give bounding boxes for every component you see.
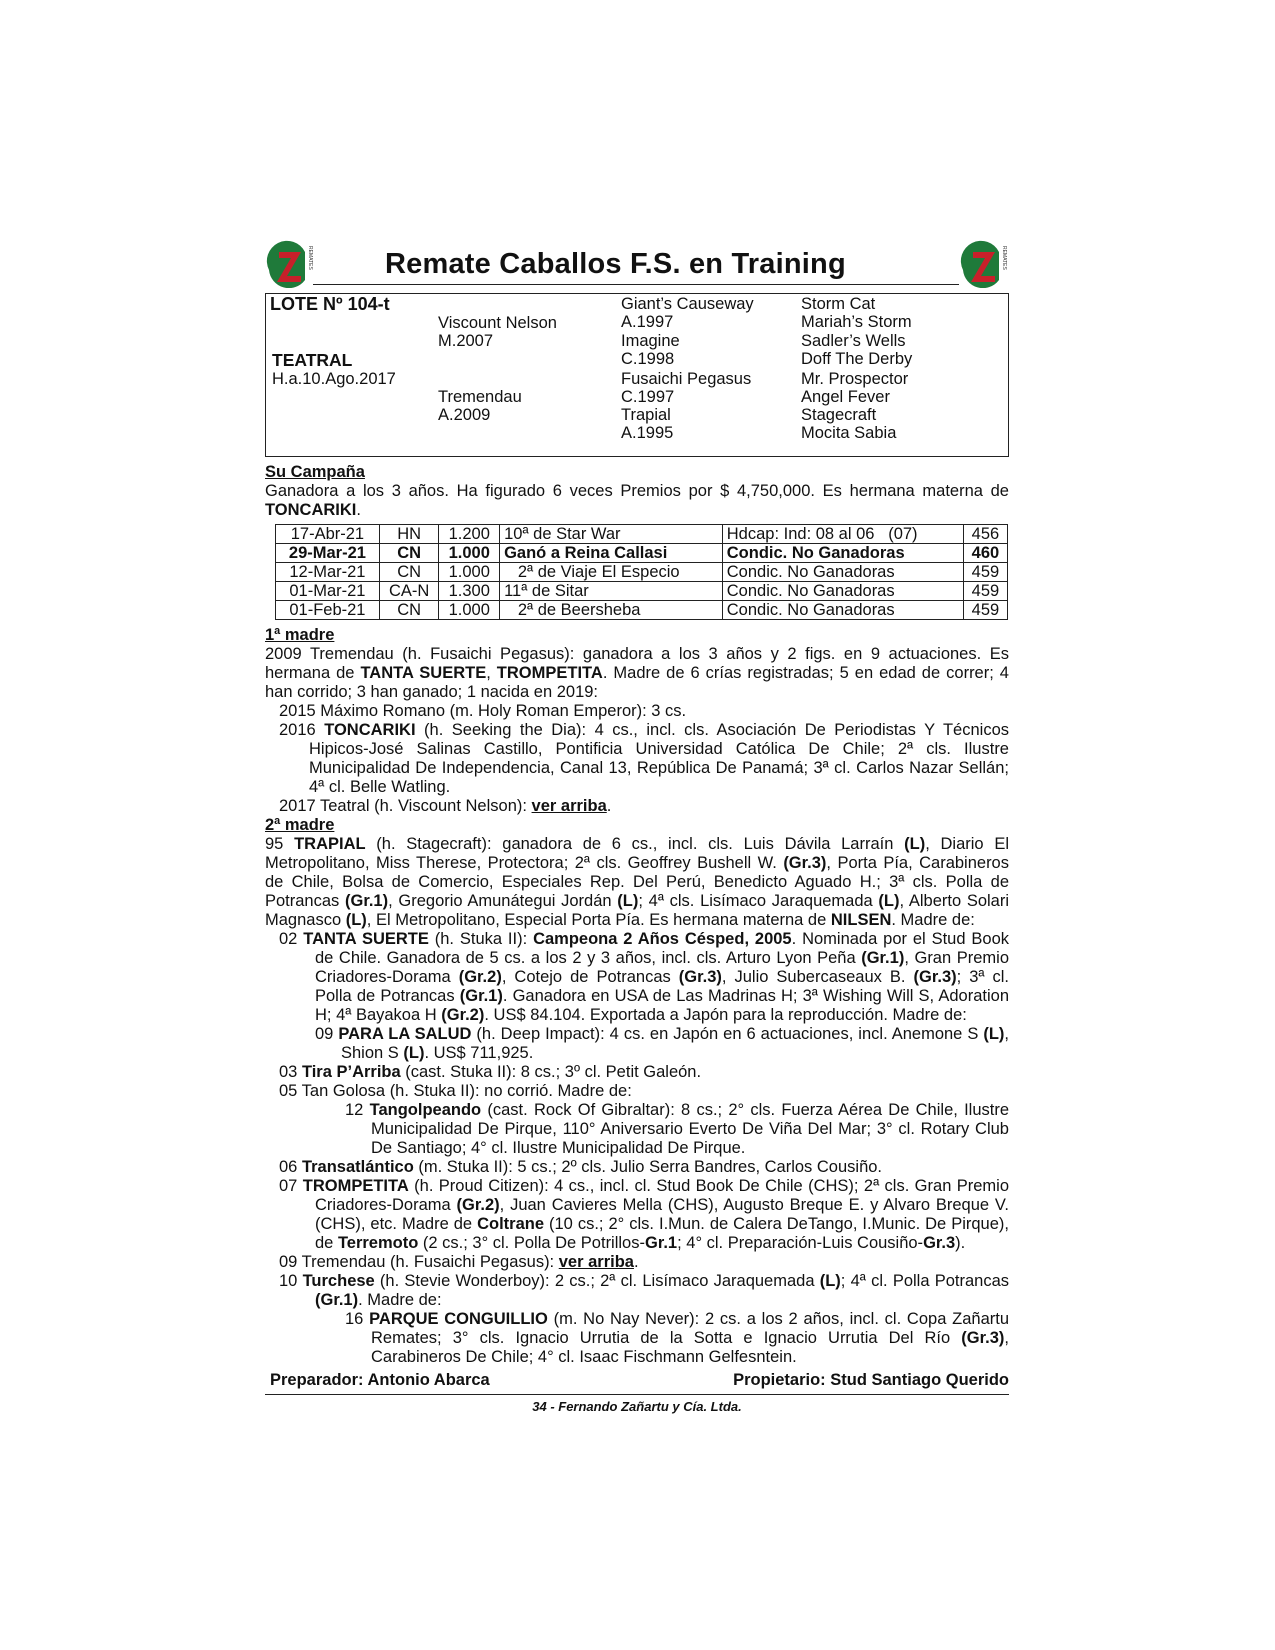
race-date: 01-Feb-21 [276, 601, 380, 620]
race-weight: 456 [963, 525, 1007, 544]
list-item: 2015 Máximo Romano (m. Holy Roman Emperor): 3 cs. [279, 702, 687, 720]
footer-credits [265, 1371, 1009, 1390]
list-item: 12 Tangolpeando (cast. Rock Of Gibraltar): 8 cs.; 2° cls. Fuerza Aérea De Chile, Ilustre Municipalidad De Pirque, 110° Aniversario Everto De Viña Del Mar; 3° cl. Rotary Club De Santiago; 4° cl. Ilustre Municipalidad De Pirque. [345, 1101, 1009, 1157]
race-dist: 1.000 [439, 601, 500, 620]
second-dam-section [265, 816, 1009, 1367]
list-item: 02 TANTA SUERTE (h. Stuka II): Campeona 2 Años Césped, 2005. Nominada por el Stud Book de Chile. Ganadora de 5 cs. a los 2 y 3 años, incl. cls. Arturo Lyon Peña (Gr.1), Gran Premio Criadores-Dorama (Gr.2), Cotejo de Potrancas (Gr.3), Julio Subercaseaux B. (Gr.3); 3ª cl. Polla de Potrancas (Gr.1). Ganadora en USA de Las Madrinas H; 3ª Wishing Will S, Adoration H; 4ª Bayakoa H (Gr.2). US$ 84.104. Exportada a Japón para la reproducción. Madre de: [279, 930, 1010, 1024]
logo-lettering-right: REMATES [1001, 246, 1007, 270]
race-result: 10ª de Star War [500, 525, 723, 544]
race-weight: 459 [963, 601, 1007, 620]
list-item: 07 TROMPETITA (h. Proud Citizen): 4 cs., incl. cl. Stud Book De Chile (CHS); 2ª cls. Gran Premio Criadores-Dorama (Gr.2), Juan Cavieres Mella (CHS), Augusto Breque E. y Alvaro Breque V. (CHS), etc. Madre de Coltrane (10 cs.; 2° cls. I.Mun. de Calera DeTango, I.Munic. De Pirque), de Terremoto (2 cs.; 3° cl. Polla De Potrillos-Gr.1; 4° cl. Preparación-Luis Cousiño-Gr.3). [279, 1177, 1010, 1252]
lote-number: LOTE Nº 104-t [270, 294, 390, 314]
race-date: 17-Abr-21 [276, 525, 380, 544]
race-table [275, 524, 1008, 620]
race-cond: Condic. No Ganadoras [722, 544, 963, 563]
first-dam-heading: 1ª madre [265, 626, 335, 644]
race-row [276, 544, 1008, 563]
race-dist: 1.200 [439, 525, 500, 544]
see-above-link: ver arriba [558, 1253, 634, 1271]
race-result: 2ª de Viaje El Especio [500, 563, 723, 582]
race-track: CN [379, 563, 439, 582]
race-cond: Hdcap: Ind: 08 al 06 (07) [722, 525, 963, 544]
page [265, 240, 1009, 1414]
pedigree-box [265, 293, 1009, 457]
race-row [276, 563, 1008, 582]
grandparent-info: C.1997 [621, 388, 675, 406]
grandparent: Giant’s Causeway [621, 295, 754, 313]
grandparent-info: A.1997 [621, 313, 674, 331]
grandparent: Trapial [621, 406, 671, 424]
race-weight: 459 [963, 582, 1007, 601]
grandparent-info: C.1998 [621, 350, 675, 368]
grandparent: Fusaichi Pegasus [621, 370, 752, 388]
campaign-text: Ganadora a los 3 años. Ha figurado 6 veces Premios por $ 4,750,000. Es hermana materna de TONCARIKI. [265, 482, 1009, 519]
great-grandparent: Stagecraft [801, 406, 877, 424]
campaign-section [265, 463, 1009, 520]
horse-info: H.a.10.Ago.2017 [272, 370, 396, 388]
campaign-heading: Su Campaña [265, 463, 365, 481]
race-cond: Condic. No Ganadoras [722, 582, 963, 601]
race-date: 01-Mar-21 [276, 582, 380, 601]
great-grandparent: Mr. Prospector [801, 370, 909, 388]
great-grandparent: Mocita Sabia [801, 424, 897, 442]
list-item: 10 Turchese (h. Stevie Wonderboy): 2 cs.; 2ª cl. Lisímaco Jaraquemada (L); 4ª cl. Polla Potrancas (Gr.1). Madre de: [279, 1272, 1010, 1309]
list-item: 06 Transatlántico (m. Stuka II): 5 cs.; 2º cls. Julio Serra Bandres, Carlos Cousiño. [279, 1158, 883, 1176]
page-footer: 34 - Fernando Zañartu y Cía. Ltda. [532, 1399, 742, 1414]
list-item: 09 PARA LA SALUD (h. Deep Impact): 4 cs. en Japón en 6 actuaciones, incl. Anemone S (L), Shion S (L). US$ 711,925. [315, 1025, 1009, 1062]
race-track: HN [379, 525, 439, 544]
race-result: 11ª de Sitar [500, 582, 723, 601]
great-grandparent: Angel Fever [801, 388, 890, 406]
footer-rule [265, 1394, 1009, 1395]
race-track: CN [379, 601, 439, 620]
page-title: Remate Caballos F.S. en Training [385, 248, 846, 280]
race-track: CA-N [379, 582, 439, 601]
sibling-name: TONCARIKI [265, 501, 357, 519]
horse-name: TEATRAL [272, 350, 353, 370]
race-dist: 1.000 [439, 544, 500, 563]
first-dam-section [265, 626, 1009, 816]
list-item: 09 Tremendau (h. Fusaichi Pegasus): ver arriba. [279, 1253, 639, 1271]
second-dam-heading: 2ª madre [265, 816, 335, 834]
great-grandparent: Sadler’s Wells [801, 332, 906, 350]
grandparent: Imagine [621, 332, 680, 350]
zanartu-logo-right [959, 240, 1009, 288]
header [265, 240, 1009, 290]
second-dam-intro: 95 TRAPIAL (h. Stagecraft): ganadora de 6 cs., incl. cls. Luis Dávila Larraín (L), Diario El Metropolitano, Miss Therese, Protectora; 2ª cls. Geoffrey Bushell W. (Gr.3), Porta Pía, Carabineros de Chile, Bolsa de Comercio, Especiales Rep. Del Perú, Benedicto Aguado H.; 3ª cls. Polla de Potrancas (Gr.1), Gregorio Amunátegui Jordán (L); 4ª cls. Lisímaco Jaraquemada (L), Alberto Solari Magnasco (L), El Metropolitano, Especial Porta Pía. Es hermana materna de NILSEN. Madre de: [265, 835, 1010, 929]
owner: Propietario: Stud Santiago Querido [733, 1371, 1009, 1389]
grandparent-info: A.1995 [621, 424, 674, 442]
title-rule [313, 284, 959, 285]
race-weight: 460 [963, 544, 1007, 563]
race-weight: 459 [963, 563, 1007, 582]
dam-info: A.2009 [438, 406, 491, 424]
great-grandparent: Mariah’s Storm [801, 313, 912, 331]
list-item: 16 PARQUE CONGUILLIO (m. No Nay Never): 2 cs. a los 2 años, incl. cl. Copa Zañartu Remates; 3° cls. Ignacio Urrutia de la Sotta e Ignacio Urrutia Del Río (Gr.3), Carabineros De Chile; 4° cl. Isaac Fischmann Gelfesntein. [345, 1310, 1009, 1366]
zanartu-logo-left [265, 240, 315, 288]
race-cond: Condic. No Ganadoras [722, 563, 963, 582]
sire-name: Viscount Nelson [438, 314, 557, 332]
race-row [276, 525, 1008, 544]
see-above-link: ver arriba [531, 797, 607, 815]
race-dist: 1.000 [439, 563, 500, 582]
list-item: 2016 TONCARIKI (h. Seeking the Dia): 4 cs., incl. cls. Asociación De Periodistas Y Técnicos Hipicos-José Salinas Castillo, Pontificia Universidad Católica De Chile; 2ª cls. Ilustre Municipalidad De Independencia, Canal 13, República De Panamá; 3ª cl. Carlos Nazar Sellán; 4ª cl. Belle Watling. [279, 721, 1010, 796]
list-item: 05 Tan Golosa (h. Stuka II): no corrió. Madre de: [279, 1082, 632, 1100]
first-dam-intro: 2009 Tremendau (h. Fusaichi Pegasus): ganadora a los 3 años y 2 figs. en 9 actuaciones. Es hermana de TANTA SUERTE, TROMPETITA. Madre de 6 crías registradas; 5 en edad de correr; 4 han corrido; 3 han ganado; 1 nacida en 2019: [265, 645, 1009, 701]
great-grandparent: Doff The Derby [801, 350, 913, 368]
dam-name: Tremendau [438, 388, 522, 406]
sire-info: M.2007 [438, 332, 494, 350]
great-grandparent: Storm Cat [801, 295, 876, 313]
race-date: 29-Mar-21 [276, 544, 380, 563]
race-row [276, 582, 1008, 601]
race-dist: 1.300 [439, 582, 500, 601]
race-row [276, 601, 1008, 620]
race-result: Ganó a Reina Callasi [500, 544, 723, 563]
race-cond: Condic. No Ganadoras [722, 601, 963, 620]
list-item: 2017 Teatral (h. Viscount Nelson): ver arriba. [279, 797, 612, 815]
list-item: 03 Tira P’Arriba (cast. Stuka II): 8 cs.; 3º cl. Petit Galeón. [279, 1063, 702, 1081]
race-track: CN [379, 544, 439, 563]
trainer: Preparador: Antonio Abarca [270, 1371, 490, 1389]
race-result: 2ª de Beersheba [500, 601, 723, 620]
race-date: 12-Mar-21 [276, 563, 380, 582]
logo-lettering-left: REMATES [307, 246, 313, 270]
